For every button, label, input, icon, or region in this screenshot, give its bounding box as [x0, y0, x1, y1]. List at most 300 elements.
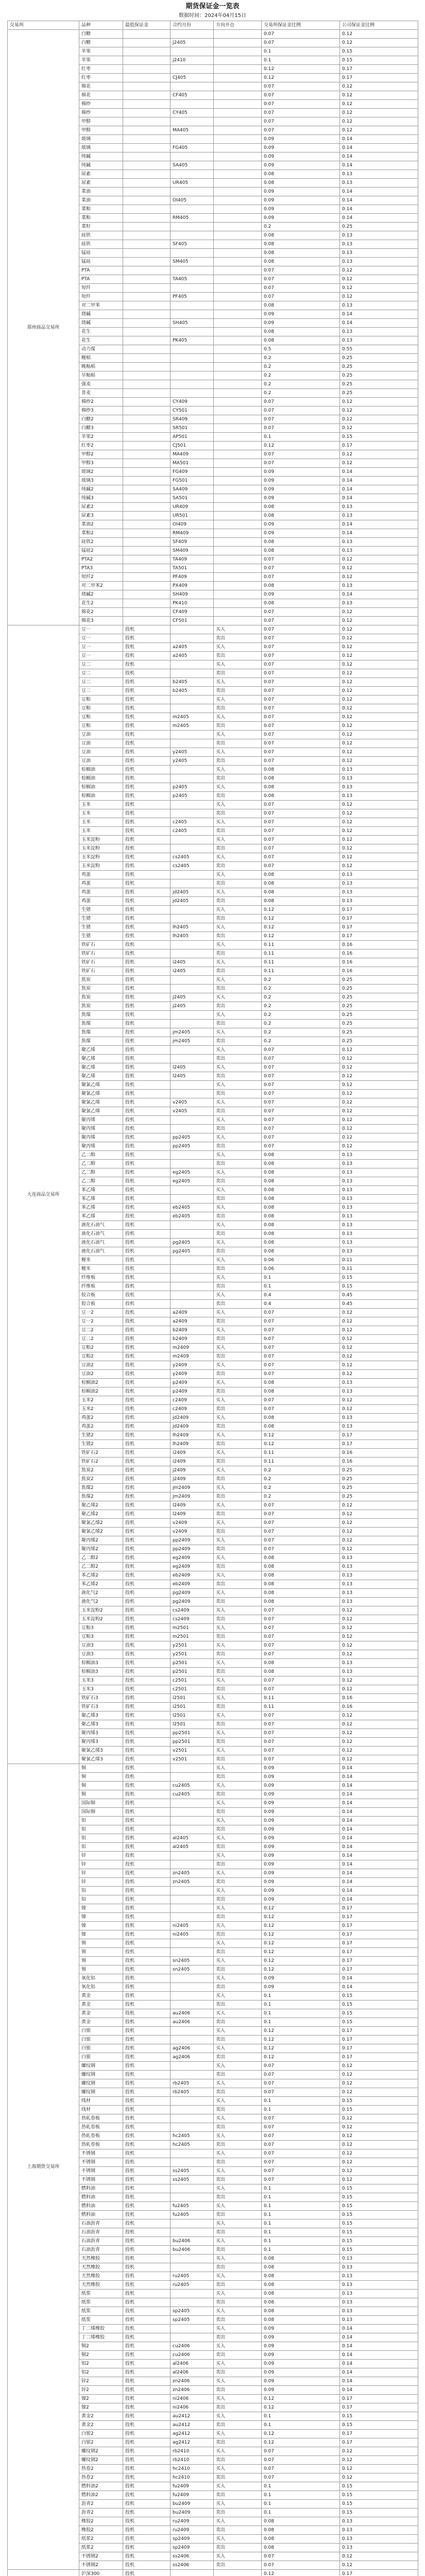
- margin-rate-cell: 0.12: [262, 2027, 340, 2036]
- direction-cell: 卖出: [214, 1930, 262, 1939]
- contract-cell: cu2405: [171, 1790, 214, 1799]
- direction-cell: 买入: [214, 1204, 262, 1212]
- company-rate-cell: 0.13: [340, 2535, 418, 2544]
- variety-cell: 不锈钢: [79, 2149, 123, 2158]
- company-rate-cell: 0.15: [340, 2500, 418, 2509]
- variety-cell: 锌: [79, 1878, 123, 1887]
- contract-cell: [171, 152, 214, 161]
- hedge-cell: 投机: [123, 1239, 171, 1247]
- hedge-cell: 投机: [123, 1037, 171, 1046]
- hedge-cell: [123, 608, 171, 617]
- margin-rate-cell: 0.07: [262, 82, 340, 91]
- company-rate-cell: 0.12: [340, 1755, 418, 1764]
- company-rate-cell: 0.13: [340, 503, 418, 512]
- direction-cell: 卖出: [214, 1703, 262, 1711]
- company-rate-cell: 0.15: [340, 2219, 418, 2228]
- contract-cell: fu2409: [171, 2482, 214, 2491]
- margin-rate-cell: 0.09: [262, 2333, 340, 2342]
- direction-cell: 买入: [214, 993, 262, 1002]
- company-rate-cell: 0.14: [340, 1878, 418, 1887]
- hedge-cell: [123, 284, 171, 293]
- hedge-cell: 投机: [123, 2465, 171, 2473]
- margin-rate-cell: 0.11: [262, 950, 340, 958]
- direction-cell: 买入: [214, 1431, 262, 1440]
- hedge-cell: 投机: [123, 2447, 171, 2456]
- direction-cell: [214, 196, 262, 205]
- company-rate-cell: 0.17: [340, 2395, 418, 2403]
- variety-cell: 棉花: [79, 82, 123, 91]
- company-rate-cell: 0.12: [340, 2132, 418, 2141]
- company-rate-cell: 0.12: [340, 809, 418, 818]
- direction-cell: 卖出: [214, 1685, 262, 1694]
- contract-cell: [171, 1221, 214, 1230]
- direction-cell: 卖出: [214, 1405, 262, 1414]
- direction-cell: 卖出: [214, 2386, 262, 2395]
- hedge-cell: 投机: [123, 801, 171, 809]
- company-rate-cell: 0.14: [340, 1869, 418, 1878]
- direction-cell: [214, 47, 262, 56]
- variety-cell: 乙二醇: [79, 1168, 123, 1177]
- variety-cell: 生猪: [79, 906, 123, 914]
- direction-cell: 卖出: [214, 2158, 262, 2167]
- direction-cell: 卖出: [214, 1633, 262, 1641]
- contract-cell: j2405: [171, 39, 214, 47]
- company-rate-cell: 0.12: [340, 1335, 418, 1344]
- direction-cell: 卖出: [214, 1580, 262, 1589]
- company-rate-cell: 0.13: [340, 774, 418, 783]
- direction-cell: 买入: [214, 783, 262, 792]
- hedge-cell: 投机: [123, 687, 171, 696]
- direction-cell: 买入: [214, 958, 262, 967]
- variety-cell: 棕榈油2: [79, 1387, 123, 1396]
- company-rate-cell: 0.25: [340, 1037, 418, 1046]
- company-rate-cell: 0.12: [340, 2176, 418, 2184]
- variety-cell: 铁矿石3: [79, 1703, 123, 1711]
- company-rate-cell: 0.12: [340, 1729, 418, 1738]
- contract-cell: [171, 1195, 214, 1204]
- hedge-cell: 投机: [123, 1063, 171, 1072]
- company-rate-cell: 0.12: [340, 2123, 418, 2132]
- contract-cell: [171, 809, 214, 818]
- direction-cell: 买入: [214, 2342, 262, 2351]
- company-rate-cell: 0.12: [340, 687, 418, 696]
- contract-cell: cs2405: [171, 862, 214, 871]
- variety-cell: 苹果2: [79, 433, 123, 442]
- variety-cell: 焦煤: [79, 1011, 123, 1020]
- hedge-cell: 投机: [123, 1536, 171, 1545]
- margin-rate-cell: 0.07: [262, 1729, 340, 1738]
- company-rate-cell: 0.12: [340, 117, 418, 126]
- variety-cell: 豆二: [79, 687, 123, 696]
- variety-cell: 锰硅2: [79, 547, 123, 555]
- margin-rate-cell: 0.09: [262, 310, 340, 319]
- direction-cell: 卖出: [214, 897, 262, 906]
- contract-cell: PF405: [171, 293, 214, 301]
- company-rate-cell: 0.11: [340, 1265, 418, 1274]
- contract-cell: [171, 1773, 214, 1782]
- hedge-cell: [123, 328, 171, 336]
- company-rate-cell: 0.12: [340, 100, 418, 109]
- contract-cell: ss2405: [171, 2167, 214, 2176]
- margin-rate-cell: 0.12: [262, 2430, 340, 2438]
- hedge-cell: [123, 459, 171, 468]
- contract-cell: [171, 1983, 214, 1992]
- contract-cell: [171, 1230, 214, 1239]
- contract-cell: FG405: [171, 144, 214, 152]
- hedge-cell: 投机: [123, 1641, 171, 1650]
- variety-cell: 液化气2: [79, 1598, 123, 1606]
- direction-cell: 卖出: [214, 1037, 262, 1046]
- company-rate-cell: 0.12: [340, 406, 418, 415]
- company-rate-cell: 0.13: [340, 1168, 418, 1177]
- variety-cell: 棉花3: [79, 617, 123, 625]
- direction-cell: 卖出: [214, 722, 262, 731]
- margin-rate-cell: 0.07: [262, 1081, 340, 1090]
- direction-cell: [214, 459, 262, 468]
- variety-cell: 玉米2: [79, 1405, 123, 1414]
- contract-cell: [171, 2123, 214, 2132]
- hedge-cell: [123, 564, 171, 573]
- company-rate-cell: 0.15: [340, 2193, 418, 2202]
- margin-rate-cell: 0.07: [262, 1309, 340, 1317]
- company-rate-cell: 0.12: [340, 1352, 418, 1361]
- hedge-cell: 投机: [123, 1633, 171, 1641]
- margin-rate-cell: 0.07: [262, 117, 340, 126]
- direction-cell: 卖出: [214, 704, 262, 713]
- direction-cell: 买入: [214, 2149, 262, 2158]
- hedge-cell: 投机: [123, 2132, 171, 2141]
- direction-cell: [214, 608, 262, 617]
- margin-rate-cell: 0.07: [262, 669, 340, 678]
- direction-cell: 卖出: [214, 2176, 262, 2184]
- margin-rate-cell: 0.07: [262, 2149, 340, 2158]
- variety-cell: 红枣: [79, 65, 123, 74]
- hedge-cell: 投机: [123, 1624, 171, 1633]
- contract-cell: MA501: [171, 459, 214, 468]
- company-rate-cell: 0.13: [340, 582, 418, 590]
- direction-cell: [214, 555, 262, 564]
- hedge-cell: 投机: [123, 1142, 171, 1151]
- company-rate-cell: 0.12: [340, 827, 418, 836]
- company-rate-cell: 0.12: [340, 722, 418, 731]
- margin-rate-cell: 0.08: [262, 783, 340, 792]
- variety-cell: 晚籼稻: [79, 363, 123, 371]
- direction-cell: 买入: [214, 1344, 262, 1352]
- hedge-cell: 投机: [123, 1256, 171, 1265]
- company-rate-cell: 0.17: [340, 2403, 418, 2412]
- company-rate-cell: 0.17: [340, 1904, 418, 1913]
- variety-cell: 铁矿石: [79, 958, 123, 967]
- company-rate-cell: 0.13: [340, 258, 418, 266]
- margin-rate-cell: 0.1: [262, 2184, 340, 2193]
- margin-rate-cell: 0.07: [262, 555, 340, 564]
- hedge-cell: 投机: [123, 643, 171, 652]
- contract-cell: [171, 1860, 214, 1869]
- hedge-cell: [123, 468, 171, 477]
- company-rate-cell: 0.13: [340, 2544, 418, 2552]
- margin-rate-cell: 0.1: [262, 2097, 340, 2106]
- direction-cell: 卖出: [214, 739, 262, 748]
- company-rate-cell: 0.15: [340, 1282, 418, 1291]
- variety-cell: 聚氯乙烯: [79, 1107, 123, 1116]
- variety-cell: 早籼稻: [79, 371, 123, 380]
- margin-rate-cell: 0.1: [262, 2421, 340, 2430]
- margin-rate-cell: 0.07: [262, 1352, 340, 1361]
- contract-cell: b2405: [171, 687, 214, 696]
- margin-rate-cell: 0.07: [262, 722, 340, 731]
- company-rate-cell: 0.12: [340, 2114, 418, 2123]
- contract-cell: [171, 301, 214, 310]
- variety-cell: 纯碱2: [79, 485, 123, 494]
- hedge-cell: 投机: [123, 1720, 171, 1729]
- variety-cell: 燃料油: [79, 2193, 123, 2202]
- contract-cell: [171, 879, 214, 888]
- direction-cell: [214, 2570, 262, 2576]
- company-rate-cell: 0.12: [340, 731, 418, 739]
- contract-cell: v2501: [171, 1755, 214, 1764]
- contract-cell: y2405: [171, 757, 214, 766]
- hedge-cell: [123, 485, 171, 494]
- direction-cell: [214, 100, 262, 109]
- variety-cell: 聚丙烯2: [79, 1536, 123, 1545]
- hedge-cell: 投机: [123, 2482, 171, 2491]
- direction-cell: 卖出: [214, 2298, 262, 2307]
- hedge-cell: 投机: [123, 1799, 171, 1808]
- margin-rate-cell: 0.09: [262, 144, 340, 152]
- contract-cell: SR409: [171, 415, 214, 424]
- hedge-cell: 投机: [123, 2149, 171, 2158]
- margin-rate-cell: 0.09: [262, 1790, 340, 1799]
- direction-cell: 卖出: [214, 1002, 262, 1011]
- contract-cell: jd2409: [171, 1414, 214, 1422]
- hedge-cell: 投机: [123, 2552, 171, 2561]
- hedge-cell: [123, 442, 171, 450]
- margin-rate-cell: 0.07: [262, 1615, 340, 1624]
- hedge-cell: 投机: [123, 722, 171, 731]
- contract-cell: p2405: [171, 783, 214, 792]
- contract-cell: [171, 389, 214, 398]
- direction-cell: [214, 152, 262, 161]
- variety-cell: 豆油2: [79, 1370, 123, 1379]
- direction-cell: 买入: [214, 1326, 262, 1335]
- contract-cell: ni2405: [171, 1930, 214, 1939]
- hedge-cell: 投机: [123, 1317, 171, 1326]
- margin-rate-cell: 0.08: [262, 2255, 340, 2263]
- company-rate-cell: 0.12: [340, 2079, 418, 2088]
- exchange-cell: 大连商品交易所: [8, 625, 79, 1764]
- hedge-cell: [123, 433, 171, 442]
- variety-cell: 硅铁: [79, 240, 123, 249]
- hedge-cell: [123, 65, 171, 74]
- company-rate-cell: 0.25: [340, 993, 418, 1002]
- margin-rate-cell: 0.08: [262, 1151, 340, 1160]
- direction-cell: 卖出: [214, 2456, 262, 2465]
- header-direction: 方向开仓: [214, 21, 262, 30]
- contract-cell: p2501: [171, 1668, 214, 1676]
- exchange-cell: 上海期货交易所: [8, 1764, 79, 2570]
- variety-cell: 玉米2: [79, 1396, 123, 1405]
- variety-cell: 纸浆2: [79, 2544, 123, 2552]
- table-row: [8, 1764, 418, 1773]
- direction-cell: 买入: [214, 1887, 262, 1895]
- direction-cell: [214, 477, 262, 485]
- company-rate-cell: 0.13: [340, 2517, 418, 2526]
- hedge-cell: 投机: [123, 1028, 171, 1037]
- hedge-cell: [123, 503, 171, 512]
- company-rate-cell: 0.14: [340, 1790, 418, 1799]
- margin-rate-cell: 0.09: [262, 1869, 340, 1878]
- margin-rate-cell: 0.07: [262, 704, 340, 713]
- variety-cell: 苯乙烯: [79, 1195, 123, 1204]
- contract-cell: [171, 2036, 214, 2044]
- margin-rate-cell: 0.5: [262, 345, 340, 354]
- hedge-cell: 投机: [123, 1939, 171, 1948]
- company-rate-cell: 0.12: [340, 757, 418, 766]
- company-rate-cell: 0.15: [340, 2018, 418, 2027]
- contract-cell: [171, 2570, 214, 2576]
- margin-rate-cell: 0.09: [262, 2386, 340, 2395]
- direction-cell: 买入: [214, 1274, 262, 1282]
- variety-cell: 聚乙烯2: [79, 1501, 123, 1510]
- variety-cell: 铅: [79, 1895, 123, 1904]
- variety-cell: 铜2: [79, 2342, 123, 2351]
- contract-cell: eg2409: [171, 1563, 214, 1571]
- direction-cell: 买入: [214, 888, 262, 897]
- contract-cell: [171, 371, 214, 380]
- hedge-cell: [123, 512, 171, 520]
- company-rate-cell: 0.14: [340, 468, 418, 477]
- company-rate-cell: 0.17: [340, 2053, 418, 2062]
- company-rate-cell: 0.15: [340, 56, 418, 65]
- direction-cell: 买入: [214, 713, 262, 722]
- contract-cell: UR405: [171, 179, 214, 188]
- company-rate-cell: 0.25: [340, 985, 418, 993]
- margin-rate-cell: 0.09: [262, 468, 340, 477]
- hedge-cell: 投机: [123, 1755, 171, 1764]
- direction-cell: 卖出: [214, 1422, 262, 1431]
- direction-cell: [214, 582, 262, 590]
- variety-cell: 玉米: [79, 809, 123, 818]
- margin-rate-cell: 0.07: [262, 643, 340, 652]
- contract-cell: [171, 1020, 214, 1028]
- direction-cell: 买入: [214, 2027, 262, 2036]
- contract-cell: [171, 2333, 214, 2342]
- contract-cell: i2501: [171, 1694, 214, 1703]
- contract-cell: l2405: [171, 1063, 214, 1072]
- margin-rate-cell: 0.12: [262, 932, 340, 941]
- contract-cell: i2405: [171, 958, 214, 967]
- direction-cell: 卖出: [214, 1265, 262, 1274]
- hedge-cell: 投机: [123, 1606, 171, 1615]
- hedge-cell: 投机: [123, 1186, 171, 1195]
- direction-cell: 买入: [214, 2377, 262, 2386]
- company-rate-cell: 0.13: [340, 2272, 418, 2281]
- company-rate-cell: 0.12: [340, 39, 418, 47]
- contract-cell: [171, 669, 214, 678]
- variety-cell: 白银: [79, 2027, 123, 2036]
- company-rate-cell: 0.12: [340, 669, 418, 678]
- variety-cell: 铜2: [79, 2351, 123, 2360]
- company-rate-cell: 0.14: [340, 2342, 418, 2351]
- margin-rate-cell: 0.2: [262, 1484, 340, 1493]
- margin-rate-cell: 0.07: [262, 2071, 340, 2079]
- direction-cell: 卖出: [214, 2368, 262, 2377]
- variety-cell: 豆油: [79, 731, 123, 739]
- company-rate-cell: 0.13: [340, 2290, 418, 2298]
- company-rate-cell: 0.13: [340, 240, 418, 249]
- contract-cell: sn2405: [171, 1957, 214, 1965]
- hedge-cell: 投机: [123, 2535, 171, 2544]
- company-rate-cell: 0.12: [340, 652, 418, 660]
- contract-cell: eb2405: [171, 1204, 214, 1212]
- company-rate-cell: 0.16: [340, 941, 418, 950]
- direction-cell: [214, 65, 262, 74]
- variety-cell: 棕榈油: [79, 783, 123, 792]
- hedge-cell: [123, 179, 171, 188]
- hedge-cell: 投机: [123, 2290, 171, 2298]
- variety-cell: 鸡蛋2: [79, 1414, 123, 1422]
- direction-cell: 买入: [214, 1799, 262, 1808]
- hedge-cell: 投机: [123, 1274, 171, 1282]
- margin-rate-cell: 0.08: [262, 1247, 340, 1256]
- company-rate-cell: 0.12: [340, 643, 418, 652]
- hedge-cell: 投机: [123, 2395, 171, 2403]
- contract-cell: [171, 625, 214, 634]
- company-rate-cell: 0.17: [340, 2036, 418, 2044]
- variety-cell: 聚氯乙烯3: [79, 1747, 123, 1755]
- direction-cell: [214, 214, 262, 223]
- hedge-cell: 投机: [123, 827, 171, 836]
- variety-cell: 氧化铝: [79, 1974, 123, 1983]
- variety-cell: 焦炭: [79, 1002, 123, 1011]
- margin-rate-cell: 0.07: [262, 1545, 340, 1554]
- margin-rate-cell: 0.07: [262, 1344, 340, 1352]
- hedge-cell: [123, 240, 171, 249]
- margin-rate-cell: 0.07: [262, 2114, 340, 2123]
- margin-rate-cell: 0.08: [262, 2281, 340, 2290]
- company-rate-cell: 0.16: [340, 1458, 418, 1466]
- company-rate-cell: 0.13: [340, 1554, 418, 1563]
- company-rate-cell: 0.12: [340, 713, 418, 722]
- margin-rate-cell: 0.07: [262, 1536, 340, 1545]
- margin-rate-cell: 0.07: [262, 1528, 340, 1536]
- hedge-cell: 投机: [123, 1177, 171, 1186]
- contract-cell: pp2405: [171, 1142, 214, 1151]
- hedge-cell: [123, 380, 171, 389]
- contract-cell: jm2409: [171, 1493, 214, 1501]
- direction-cell: 卖出: [214, 1563, 262, 1571]
- company-rate-cell: 0.15: [340, 2211, 418, 2219]
- contract-cell: [171, 1011, 214, 1020]
- contract-cell: CF409: [171, 608, 214, 617]
- hedge-cell: [123, 547, 171, 555]
- direction-cell: [214, 485, 262, 494]
- hedge-cell: 投机: [123, 2123, 171, 2132]
- company-rate-cell: 0.13: [340, 1659, 418, 1668]
- company-rate-cell: 0.12: [340, 398, 418, 406]
- direction-cell: 卖出: [214, 1195, 262, 1204]
- hedge-cell: 投机: [123, 836, 171, 844]
- direction-cell: 卖出: [214, 774, 262, 783]
- contract-cell: zn2405: [171, 1869, 214, 1878]
- contract-cell: c2409: [171, 1396, 214, 1405]
- hedge-cell: 投机: [123, 2281, 171, 2290]
- hedge-cell: 投机: [123, 1151, 171, 1160]
- contract-cell: p2405: [171, 792, 214, 801]
- variety-cell: 镍2: [79, 2395, 123, 2403]
- hedge-cell: 投机: [123, 1098, 171, 1107]
- variety-cell: 不锈钢: [79, 2176, 123, 2184]
